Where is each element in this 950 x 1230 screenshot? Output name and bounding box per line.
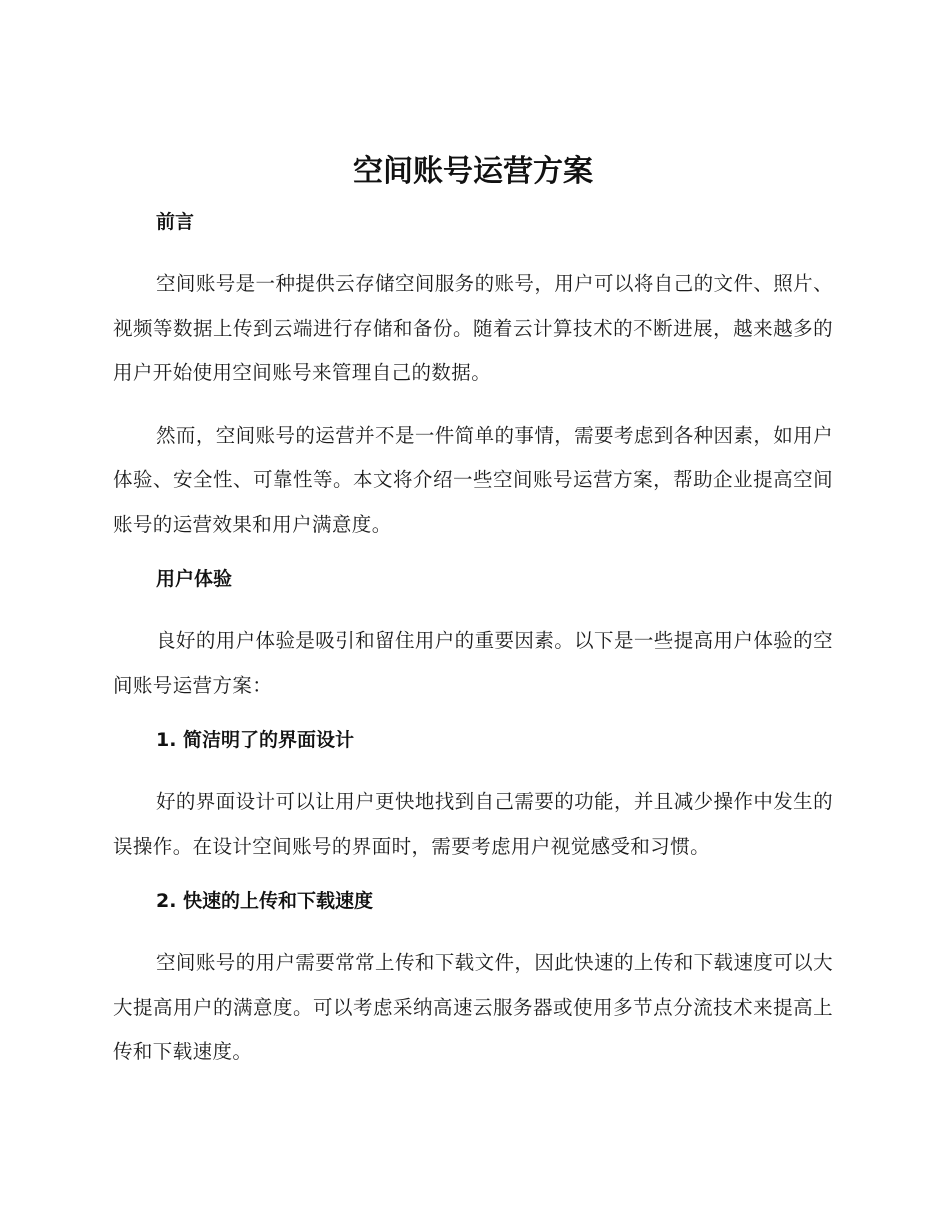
paragraph-intro-1: 空间账号是一种提供云存储空间服务的账号，用户可以将自己的文件、照片、视频等数据上传到云端进行存储和备份。随着云计算技术的不断进展，越来越多的用户开始使用空间账号来管理自己的数据。 [113, 272, 833, 384]
paragraph-intro-2: 然而，空间账号的运营并不是一件简单的事情，需要考虑到各种因素，如用户体验、安全性、可靠性等。本文将介绍一些空间账号运营方案，帮助企业提高空间账号的运营效果和用户满意度。 [113, 423, 833, 536]
section-heading-item-2: 2. 快速的上传和下载速度 [156, 890, 374, 912]
paragraph-item-1: 好的界面设计可以让用户更快地找到自己需要的功能，并且减少操作中发生的误操作。在设计空间账号的界面时，需要考虑用户视觉感受和习惯。 [113, 790, 833, 858]
document-title: 空间账号运营方案 [353, 154, 593, 189]
section-heading-item-1: 1. 简洁明了的界面设计 [156, 729, 355, 751]
section-heading-user-experience: 用户体验 [156, 568, 233, 590]
paragraph-user-experience: 良好的用户体验是吸引和留住用户的重要因素。以下是一些提高用户体验的空间账号运营方案： [113, 629, 833, 697]
paragraph-item-2: 空间账号的用户需要常常上传和下载文件，因此快速的上传和下载速度可以大大提高用户的满意度。可以考虑采纳高速云服务器或使用多节点分流技术来提高上传和下载速度。 [113, 951, 833, 1063]
section-heading-intro: 前言 [156, 211, 195, 233]
document-page [113, 150, 833, 1075]
